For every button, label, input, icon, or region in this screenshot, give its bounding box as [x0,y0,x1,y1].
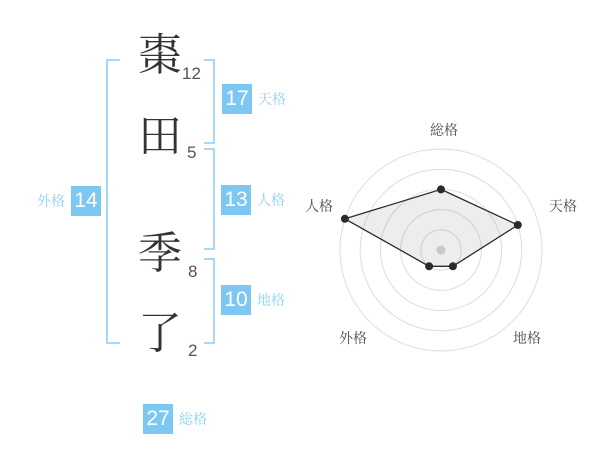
tenkaku-label: 天格 [258,91,286,107]
tenkaku-bracket [204,59,215,144]
tenkaku-group [222,84,286,114]
jinkaku-label: 人格 [257,192,285,208]
name-character-1: 棗 [138,31,182,80]
stroke-count-4: 2 [188,341,198,360]
soukaku-group [143,404,207,434]
radar-center-dot [437,246,446,255]
chikaku-bracket [204,258,215,344]
soukaku-value-badge: 27 [143,404,173,434]
gaikaku-group [37,186,101,216]
radar-data-point [514,221,522,229]
jinkaku-value-badge: 13 [221,185,251,215]
gaikaku-label: 外格 [37,193,65,209]
radar-axis-label: 天格 [549,198,577,214]
stroke-count-2: 5 [187,143,197,162]
radar-data-point [425,262,433,270]
chikaku-group [221,285,285,315]
name-character-4: 了 [138,309,182,358]
gaikaku-bracket [106,59,120,344]
radar-data-point [437,185,445,193]
radar-axis-label: 総格 [430,122,458,138]
tenkaku-value-badge: 17 [222,84,252,114]
stroke-count-1: 12 [182,64,201,83]
radar-data-point [341,215,349,223]
name-character-2: 田 [138,112,182,161]
stroke-count-3: 8 [188,262,198,281]
radar-axis-label: 外格 [339,330,367,346]
chikaku-label: 地格 [257,292,285,308]
gaikaku-value-badge: 14 [71,186,101,216]
fortune-radar-chart [291,100,591,400]
soukaku-label: 総格 [179,411,207,427]
jinkaku-group [221,185,285,215]
radar-data-point [449,262,457,270]
jinkaku-bracket [204,148,215,250]
radar-data-polygon [345,189,518,266]
chikaku-value-badge: 10 [221,285,251,315]
name-character-3: 季 [138,229,182,278]
radar-axis-label: 人格 [305,198,333,214]
radar-axis-label: 地格 [513,330,541,346]
